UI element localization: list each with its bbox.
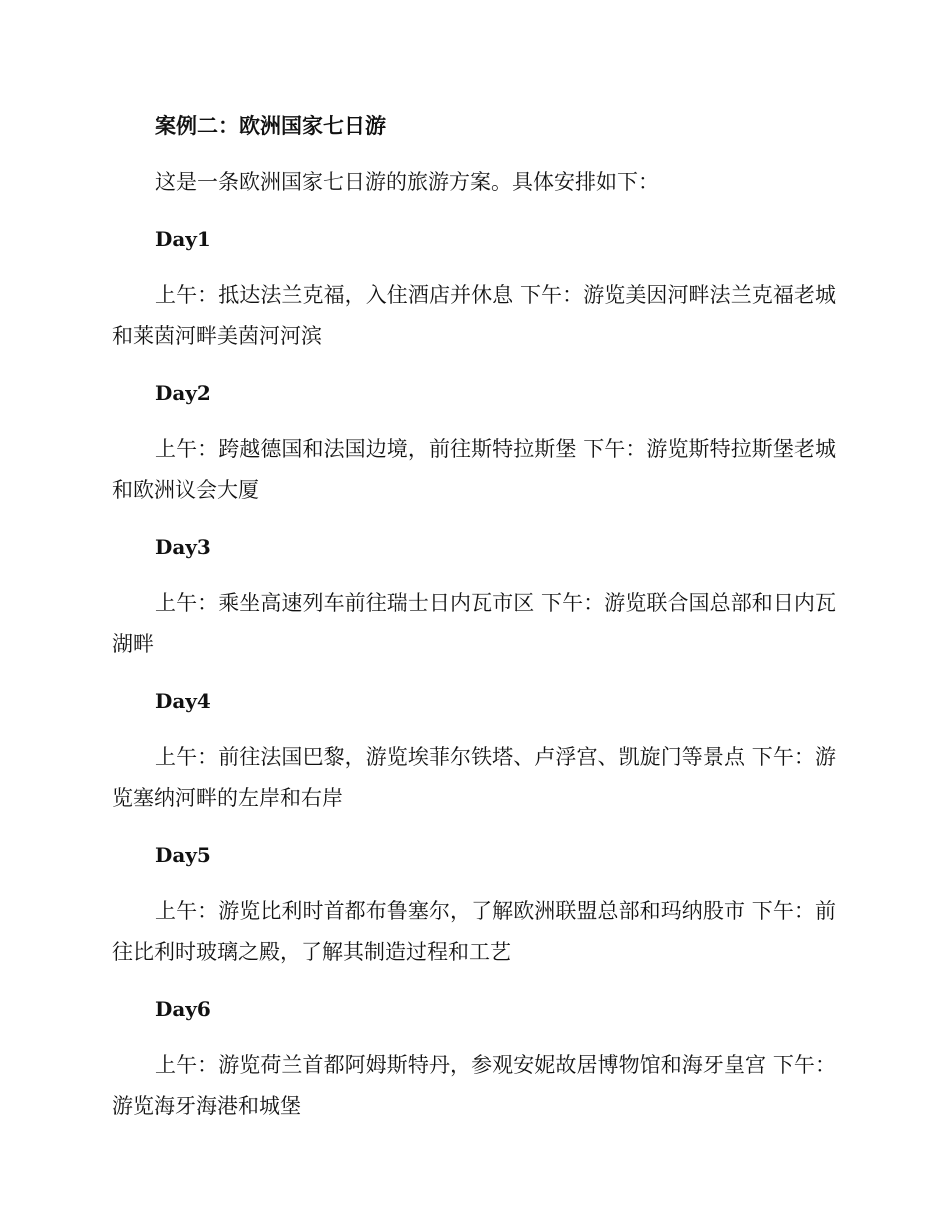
day-section-3 bbox=[112, 531, 836, 665]
day-section-5 bbox=[112, 839, 836, 973]
intro-paragraph: 这是一条欧洲国家七日游的旅游方案。具体安排如下： bbox=[155, 170, 659, 194]
day-section-1 bbox=[112, 223, 836, 357]
day-label: Day3 bbox=[155, 535, 211, 559]
day-section-6 bbox=[112, 993, 836, 1127]
day-schedule: 上午：抵达法兰克福，入住酒店并休息 下午：游览美因河畔法兰克福老城和莱茵河畔美茵河河滨 bbox=[112, 283, 836, 348]
day-label: Day4 bbox=[155, 689, 211, 713]
document-body bbox=[112, 110, 836, 1147]
day-schedule: 上午：游览荷兰首都阿姆斯特丹，参观安妮故居博物馆和海牙皇宫 下午：游览海牙海港和城堡 bbox=[112, 1053, 836, 1118]
day-label: Day5 bbox=[155, 843, 211, 867]
document-title: 案例二：欧洲国家七日游 bbox=[155, 113, 386, 138]
day-schedule: 上午：前往法国巴黎，游览埃菲尔铁塔、卢浮宫、凯旋门等景点 下午：游览塞纳河畔的左岸和右岸 bbox=[112, 745, 836, 810]
day-label: Day2 bbox=[155, 381, 211, 405]
day-section-2 bbox=[112, 377, 836, 511]
day-schedule: 上午：跨越德国和法国边境，前往斯特拉斯堡 下午：游览斯特拉斯堡老城和欧洲议会大厦 bbox=[112, 437, 836, 502]
day-label: Day6 bbox=[155, 997, 211, 1021]
day-label: Day1 bbox=[155, 227, 211, 251]
day-schedule: 上午：乘坐高速列车前往瑞士日内瓦市区 下午：游览联合国总部和日内瓦湖畔 bbox=[112, 591, 836, 656]
day-section-4 bbox=[112, 685, 836, 819]
day-schedule: 上午：游览比利时首都布鲁塞尔，了解欧洲联盟总部和玛纳股市 下午：前往比利时玻璃之殿，了解其制造过程和工艺 bbox=[112, 899, 836, 964]
